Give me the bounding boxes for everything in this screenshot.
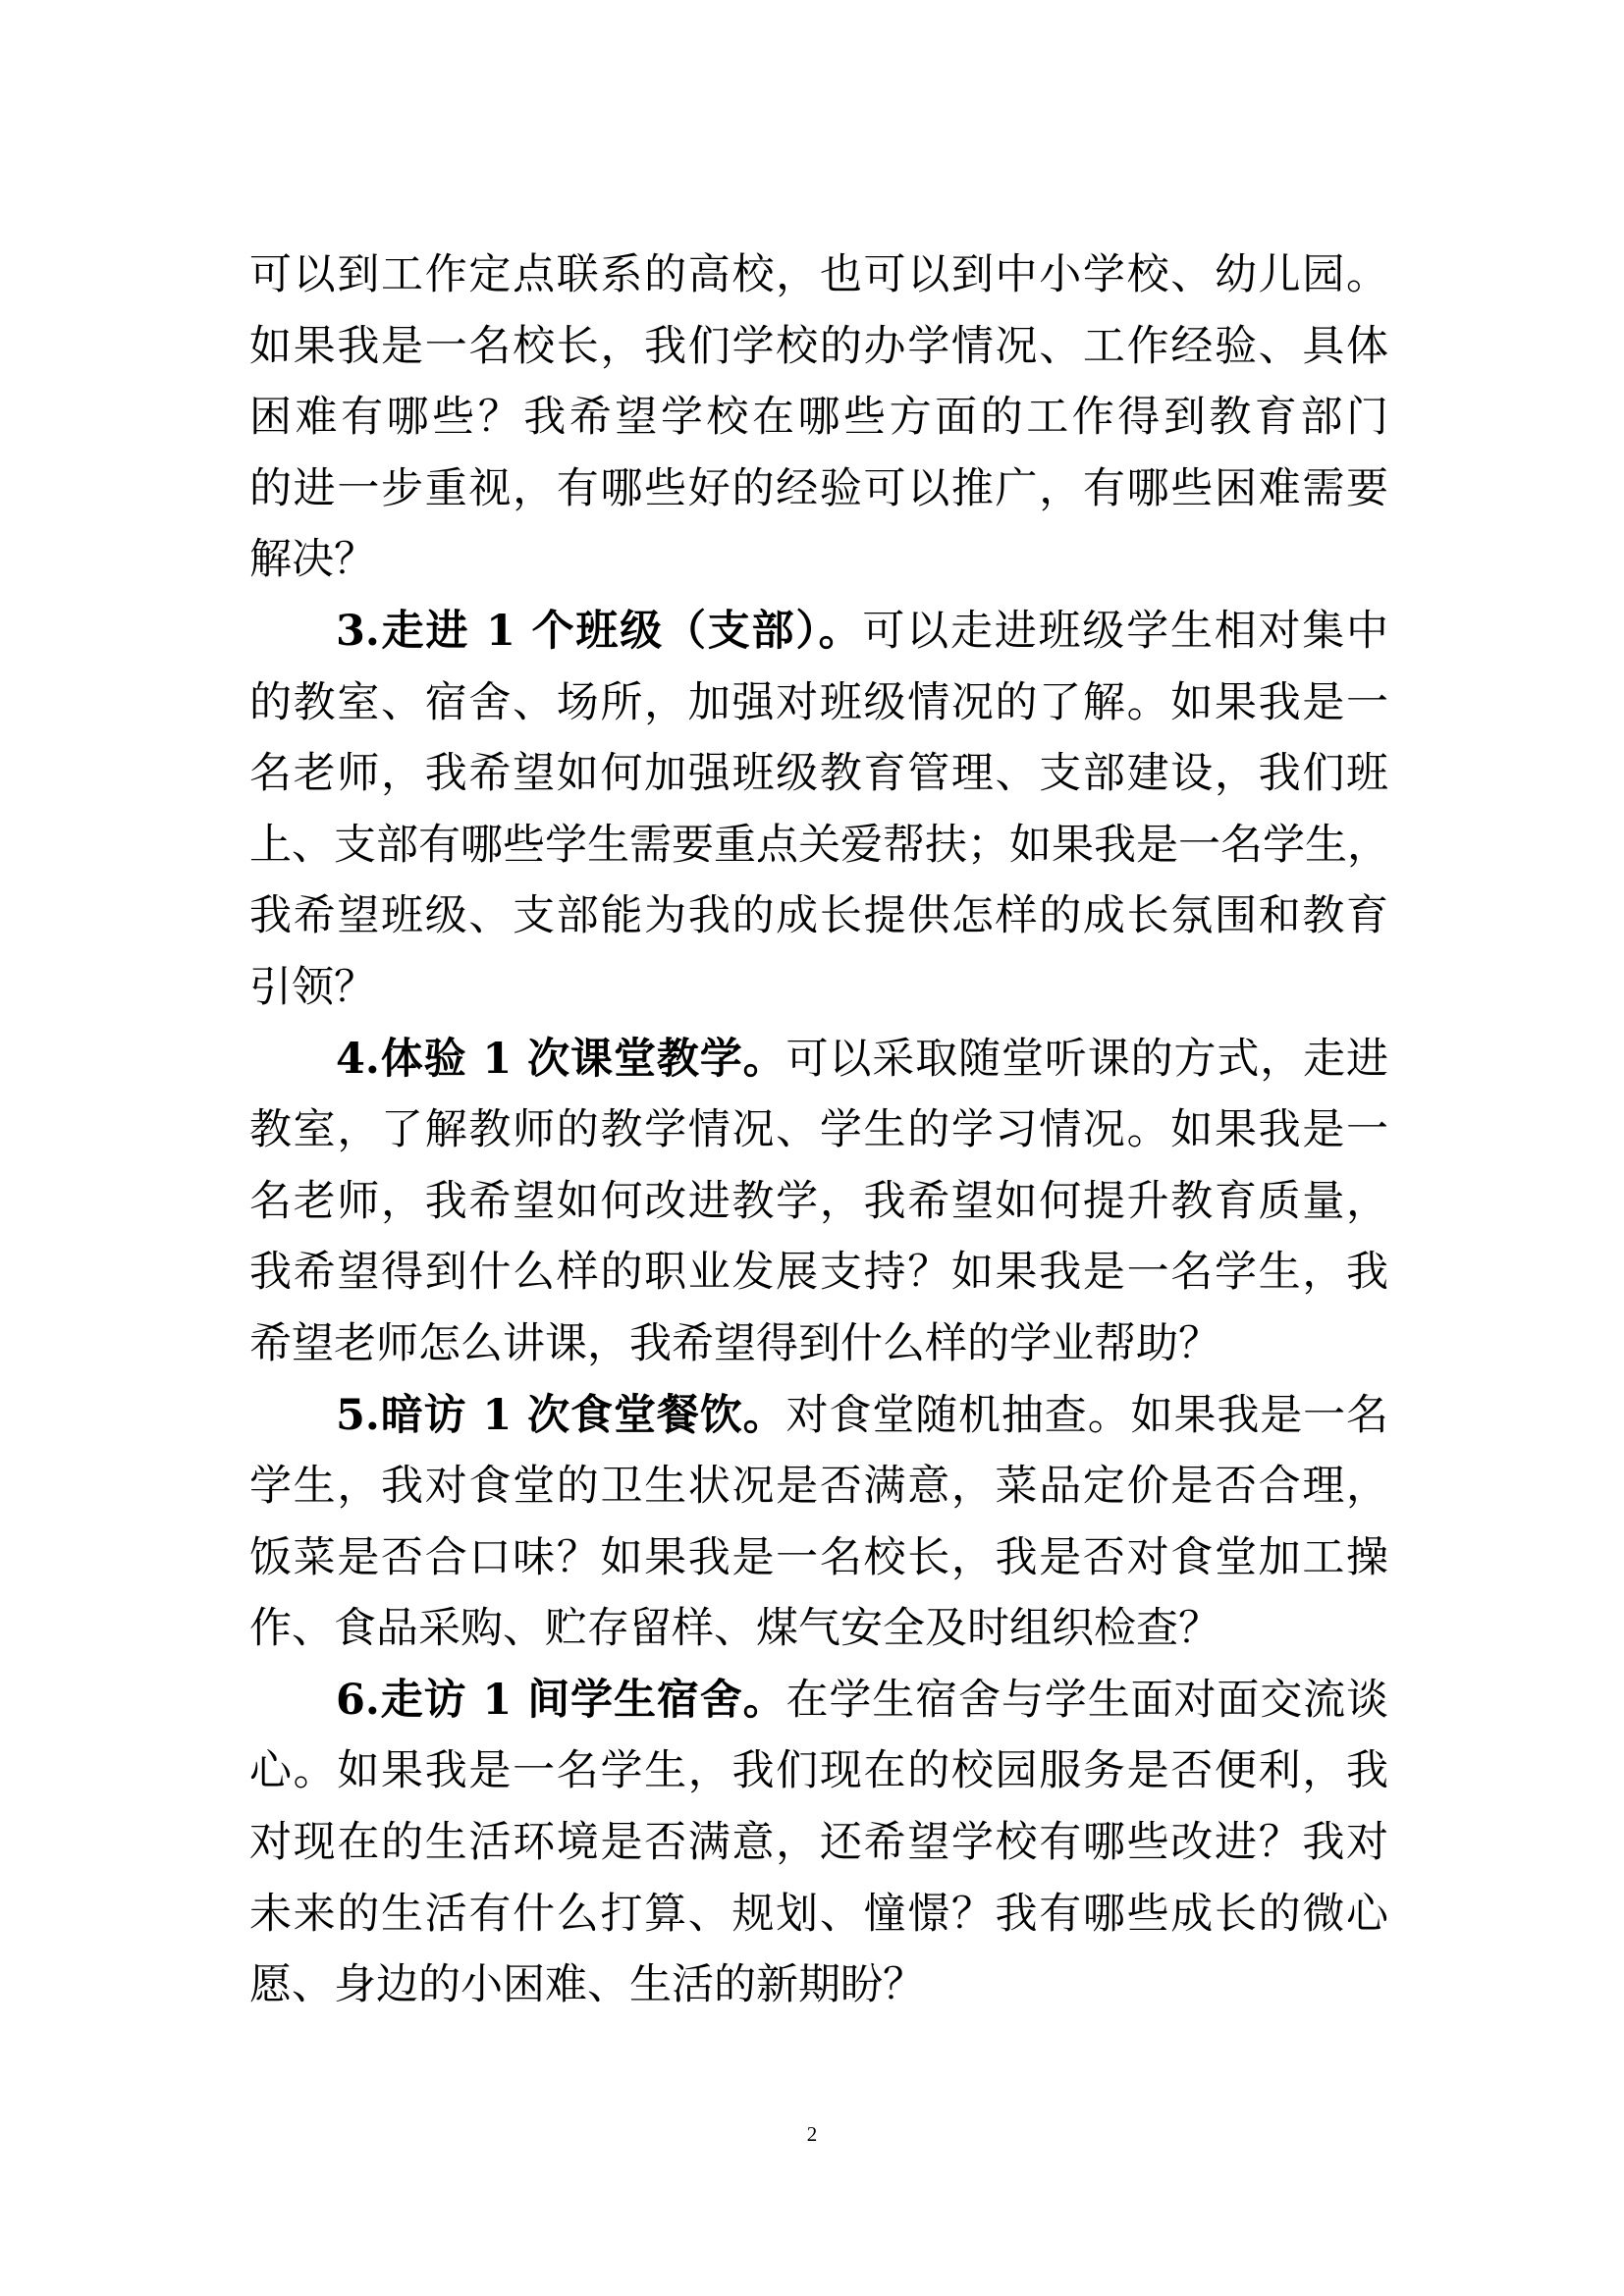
paragraph-continuation [249,240,1388,596]
text-run: 对食堂随机抽查。如果我是一名 [785,1390,1389,1440]
text-line: 名老师，我希望如何改进教学，我希望如何提升教育质量， [249,1176,1388,1226]
text-run: 可以走进班级学生相对集中 [862,606,1388,656]
item-heading: 4.体验 1 次课堂教学。 [336,1034,786,1084]
text-line: 的进一步重视，有哪些好的经验可以推广，有哪些困难需要 [249,463,1388,513]
text-line: 教室，了解教师的教学情况、学生的学习情况。如果我是一 [249,1105,1388,1155]
paragraph-first-line [249,1024,1388,1095]
text-line: 如果我是一名校长，我们学校的办学情况、工作经验、具体 [249,321,1388,371]
item-heading: 5.暗访 1 次食堂餐饮。 [336,1390,786,1440]
text-run: 可以采取随堂听课的方式，走进 [785,1034,1389,1084]
text-line: 未来的生活有什么打算、规划、憧憬？我有哪些成长的微心 [249,1889,1388,1939]
text-line: 心。如果我是一名学生，我们现在的校园服务是否便利，我 [249,1746,1388,1796]
text-run: 在学生宿舍与学生面对面交流谈 [785,1675,1389,1725]
text-line: 我希望班级、支部能为我的成长提供怎样的成长氛围和教育 [249,891,1388,941]
item-heading: 6.走访 1 间学生宿舍。 [336,1675,786,1725]
text-line: 困难有哪些？我希望学校在哪些方面的工作得到教育部门 [249,393,1388,443]
text-line: 引领？ [249,962,376,1012]
item-heading: 3.走进 1 个班级（支部）。 [336,606,863,656]
text-line: 学生，我对食堂的卫生状况是否满意，菜品定价是否合理， [249,1462,1388,1512]
text-line: 愿、身边的小困难、生活的新期盼？ [249,1960,925,2010]
paragraph-first-line [249,1665,1388,1736]
text-line: 饭菜是否合口味？如果我是一名校长，我是否对食堂加工操 [249,1532,1388,1582]
text-line: 作、食品采购、贮存留样、煤气安全及时组织检查？ [249,1604,1220,1654]
text-line: 上、支部有哪些学生需要重点关爱帮扶；如果我是一名学生， [249,820,1389,870]
text-line: 的教室、宿舍、场所，加强对班级情况的了解。如果我是一 [249,677,1388,727]
text-line: 对现在的生活环境是否满意，还希望学校有哪些改进？我对 [249,1818,1388,1868]
page-number: 2 [806,2122,818,2146]
paragraph-item-6 [249,1665,1388,2021]
paragraph-first-line [249,596,1388,667]
paragraph-item-5 [249,1380,1388,1665]
paragraph-first-line [249,1380,1388,1452]
paragraph-item-3 [249,596,1388,1024]
text-line: 我希望得到什么样的职业发展支持？如果我是一名学生，我 [249,1248,1388,1298]
document-body [249,240,1388,2021]
text-line: 可以到工作定点联系的高校，也可以到中小学校、幼儿园。 [249,250,1388,299]
text-line: 解决？ [249,535,376,585]
paragraph-item-4 [249,1024,1388,1380]
text-line: 希望老师怎么讲课，我希望得到什么样的学业帮助？ [249,1318,1220,1368]
text-line: 名老师，我希望如何加强班级教育管理、支部建设，我们班 [249,749,1388,799]
